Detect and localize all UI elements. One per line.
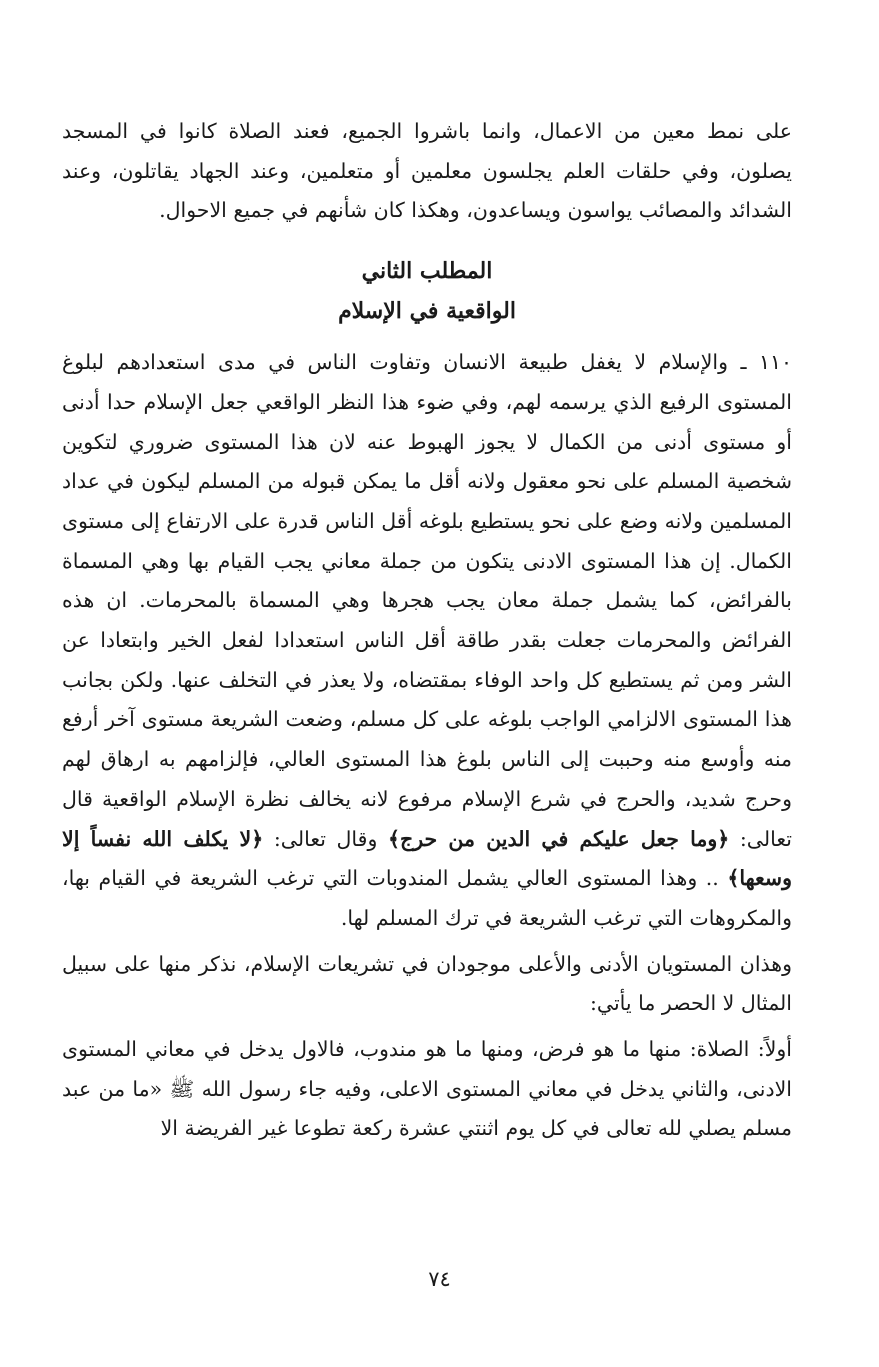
paragraph-110-ending: .. وهذا المستوى العالي يشمل المندوبات التي ترغب الشريعة في القيام بها، والمكروهات التي ترغب الشريعة في ترك المسلم لها.	[62, 866, 792, 930]
page-number: ٧٤	[428, 1267, 451, 1291]
section-heading-title: المطلب الثاني	[361, 258, 493, 285]
paragraph-prayer: أولاً: الصلاة: منها ما هو فرض، ومنها ما هو مندوب، فالاول يدخل في معاني المستوى الادنى، والثاني يدخل في معاني المستوى الاعلى، وفيه جاء رسول الله ﷺ «ما من عبد مسلم يصلي لله تعالى في كل يوم اثنتي عشرة ركعة تطوعا غير الفريضة الا	[62, 1037, 792, 1141]
paragraph-levels: وهذان المستويان الأدنى والأعلى موجودان في تشريعات الإسلام، نذكر منها على سبيل المثال لا الحصر ما يأتي:	[62, 951, 792, 1016]
section-heading-subtitle: الواقعية في الإسلام	[338, 298, 516, 325]
quran-quote-1: ﴿وما جعل عليكم في الدين من حرج﴾	[387, 826, 730, 851]
paragraph-110-connector: وقال تعالى:	[273, 826, 378, 851]
paragraph-110-text: والإسلام لا يغفل طبيعة الانسان وتفاوت الناس في مدى استعدادهم لبلوغ المستوى الرفيع الذي يرسمه لهم، وفي ضوء هذا النظر الواقعي جعل الإسلام حدا أدنى أو مستوى أدنى من الكمال لا يجوز الهبوط عنه لان هذا المستوى ضروري لتكوين شخصية المسلم على نحو معقول ولانه أقل ما يمكن قبوله من المسلم ليكون في عداد المسلمين ولانه وضع على نحو يستطيع بلوغه أقل الناس قدرة على الارتفاع إلى مستوى الكمال. إن هذا المستوى الادنى يتكون من جملة معاني يجب القيام بها وهي المسماة بالفرائض، كما يشمل جملة معان يجب هجرها وهي المسماة بالمحرمات. ان هذه الفرائض والمحرمات جعلت بقدر طاقة أقل الناس استعدادا لفعل الخير وابتعادا عن الشر ومن ثم يستطيع كل واحد الوفاء بمقتضاه، ولا يعذر في التخلف عنها. ولكن بجانب هذا المستوى الالزامي الواجب بلوغه على كل مسلم، وضعت الشريعة مستوى آخر أرفع منه وأوسع منه وحببت إلى الناس بلوغ هذا المستوى العالي، فإلزامهم به ارهاق لهم وحرج شديد، والحرج في شرع الإسلام مرفوع لانه يخالف نظرة الإسلام الواقعية قال تعالى:	[62, 350, 792, 851]
section-heading	[62, 251, 792, 331]
intro-paragraph: على نمط معين من الاعمال، وانما باشروا الجميع، فعند الصلاة كانوا في المسجد يصلون، وفي حلقات العلم يجلسون معلمين أو متعلمين، وعند الجهاد يقاتلون، وعند الشدائد والمصائب يواسون ويساعدون، وهكذا كان شأنهم في جميع الاحوال.	[62, 119, 792, 223]
quran-quote-2: ﴿لا يكلف الله نفساً إلا وسعها﴾	[62, 826, 792, 891]
page-body	[62, 112, 792, 1149]
paragraph-110	[62, 343, 792, 939]
paragraph-number: ١١٠ ـ	[740, 350, 792, 375]
